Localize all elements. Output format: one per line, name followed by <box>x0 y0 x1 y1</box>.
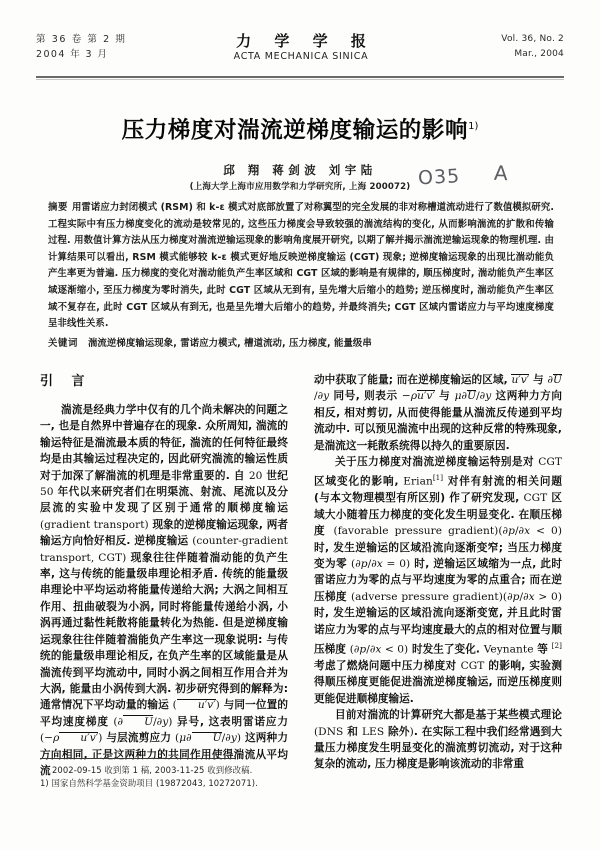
footnote <box>40 764 300 791</box>
footnote-divider <box>40 758 236 759</box>
paragraph-right-3: 目前对湍流的计算研究大都是基于某些模式理论 (DNS 和 LES 除外). 在实际工程中我们经常遇到大量压力梯度发生明显变化的湍流剪切流动, 对于这种复杂的流动, 压力梯度是影响该流动的非常重 <box>314 709 563 771</box>
paragraph-right-2: 关于压力梯度对湍流逆梯度输运特别是对 CGT 区域变化的影响, Erian[1] 对伴有射流的相关问题 (与本文物理模型有所区别) 作了研究发现, CGT 区域大小随着压力梯度的变化发生明显变化. 在顺压梯度 (favorable pressure gradient)(∂p/∂x < 0) 时, 发生逆输运的区域沿流向逐渐变窄; 当压力梯度变为零 (∂p/∂x = 0) 时, 逆输运区域缩为一点, 此时雷诺应力为零的点与平均速度为零的点重合; 而在逆压梯度 (adverse pressure gradient)(∂p/∂x > 0) 时, 发生逆输运的区域沿流向逐渐变宽, 并且此时雷诺应力为零的点与平均速度最大的点的相对位置与顺压梯度 (∂p/∂x < 0) 时发生了变化. Veynante 等 [2] 考虑了燃烧问题中压力梯度对 CGT 的影响, 实验测得顺压梯度更能促进湍流逆梯度输运, 而逆压梯度则更能促进顺梯度输运. <box>314 456 563 705</box>
journal-title-cn: 力 学 学 报 <box>236 32 375 50</box>
abstract <box>48 200 554 333</box>
keywords-text: 湍流逆梯度输运现象, 雷诺应力模式, 槽道流动, 压力梯度, 能量级串 <box>87 338 372 349</box>
paragraph-right-1: 动中获取了能量; 而在逆梯度输运的区域, u′v′ 与 ∂U/∂y 同号, 则表示 −ρu′v′ 与 μ∂U/∂y 这两种力方向相反, 相对剪切, 从而使得能量从湍流反传递到平均流动中. 可以预见湍流中出现的这种反常的特殊现象, 是湍流这一耗散系统得以持久的重要原因. <box>314 374 563 452</box>
section-heading-introduction: 引 言 <box>40 374 92 389</box>
volume-issue-en: Vol. 36, No. 2 <box>501 34 564 44</box>
date-cn: 2004 年 3 月 <box>36 49 109 60</box>
abstract-label: 摘要 <box>48 202 68 213</box>
affiliation: (上海大学上海市应用数学和力学研究所, 上海 200072) <box>189 181 411 192</box>
date-en: Mar., 2004 <box>514 49 564 59</box>
reference-marker-2: [2] <box>551 641 563 651</box>
keywords-label: 关键词 <box>48 338 78 349</box>
document-mark: A <box>493 160 510 186</box>
footnote-received-dates: 2002-09-15 收到第 1 稿, 2003-11-25 收到修改稿. <box>52 765 253 775</box>
abstract-text: 用雷诺应力封闭模式 (RSM) 和 k-ε 模式对底部放置了对称翼型的完全发展的非对称槽道流动进行了数值模拟研究. 工程实际中有压力梯度变化的流动是较常见的, 这些压力梯度会导致较强的湍流结构的变化, 从而影响湍流的扩散和传输过程. 用数值计算方法从压力梯度对湍流逆输运现象的影响角度展开研究, 以期了解并揭示湍流逆输运现象的物理机理. 由计算结果可以看出, RSM 模式能够较 k-ε 模式更好地反映逆梯度输运 (CGT) 现象; 逆梯度输运现象的出现比湍动能负产生率更为普遍. 压力梯度的变化对湍动能负产生率区域和 CGT 区域的影响是有规律的, 顺压梯度时, 湍动能负产生率区域逐渐缩小, 至压力梯度为零时消失, 此时 CGT 区域从无到有, 呈先增大后缩小的趋势; 逆压梯度时, 湍动能负产生率区域不复存在, 此时 CGT 区域从有到无, 也是呈先增大后缩小的趋势, 并最终消失; CGT 区域内雷诺应力与平均速度梯度呈非线性关系. <box>48 202 554 330</box>
masthead-right <box>414 32 564 62</box>
classification-code: O35 <box>417 165 461 190</box>
footnote-funding: 1) 国家自然科学基金资助项目 (19872043, 10272071). <box>40 778 258 789</box>
journal-title-en: ACTA MECHANICA SINICA <box>233 51 369 62</box>
column-left <box>40 372 288 779</box>
handwritten-annotation <box>417 161 509 190</box>
keywords <box>48 336 554 352</box>
masthead-left <box>36 32 206 63</box>
reference-marker-1: [1] <box>432 473 444 483</box>
column-right <box>314 372 562 773</box>
masthead-divider <box>36 76 564 78</box>
paragraph-left-1: 湍流是经典力学中仅有的几个尚未解决的问题之一, 也是自然界中普遍存在的现象. 众所周知, 湍流的输运特征是湍流最本质的特征, 湍流的任何特征最终均是由其输运过程决定的, 因此研究湍流的输运性质对于加深了解湍流的机理是非常重要的. 自 20 世纪 50 年代以来研究者们在明渠流、射流、尾流以及分层流的实验中发现了区别于通常的顺梯度输运 (gradient transport) 现象的逆梯度输运现象, 两者输运方向恰好相反. 逆梯度输运 (counter-gradient transport, CGT) 现象往往伴随着湍动能的负产生率, 这与传统的能量级串理论相矛盾. 传统的能量级串理论中平均运动将能量传递给大涡; 大涡之间相互作用、扭曲破裂为小涡, 同时将能量传递给小涡, 小涡再通过黏性耗散将能量转化为热能. 但是逆梯度输运现象往往伴随着湍能负产生率这一现象说明: 与传统的能量级串理论相反, 在负产生率的区域能量是从湍流传到平均流动中, 同时小涡之间相互作用合并为大涡, 能量由小涡传到大涡. 初步研究得到的解释为: 通常情况下平均动量的输运 ( u′v′) 与同一位置的平均速度梯度 (∂ U/∂y) 异号, 这表明雷诺应力 (−ρ u′v′) 与层流剪应力 (μ∂ U/∂y) 这两种力方向相同, 正是这两种力的共同作用使得湍流从平均流 <box>40 404 289 777</box>
title-footnote-marker: 1) <box>468 121 479 132</box>
masthead-center <box>196 32 406 64</box>
page-title-text: 压力梯度对湍流逆梯度输运的影响 <box>121 117 469 144</box>
volume-issue-cn: 第 36 卷 第 2 期 <box>36 34 127 45</box>
author-list: 邱 翔 蒋剑波 刘宇陆 <box>223 162 377 177</box>
body-columns <box>40 372 563 777</box>
page-title <box>36 112 564 146</box>
